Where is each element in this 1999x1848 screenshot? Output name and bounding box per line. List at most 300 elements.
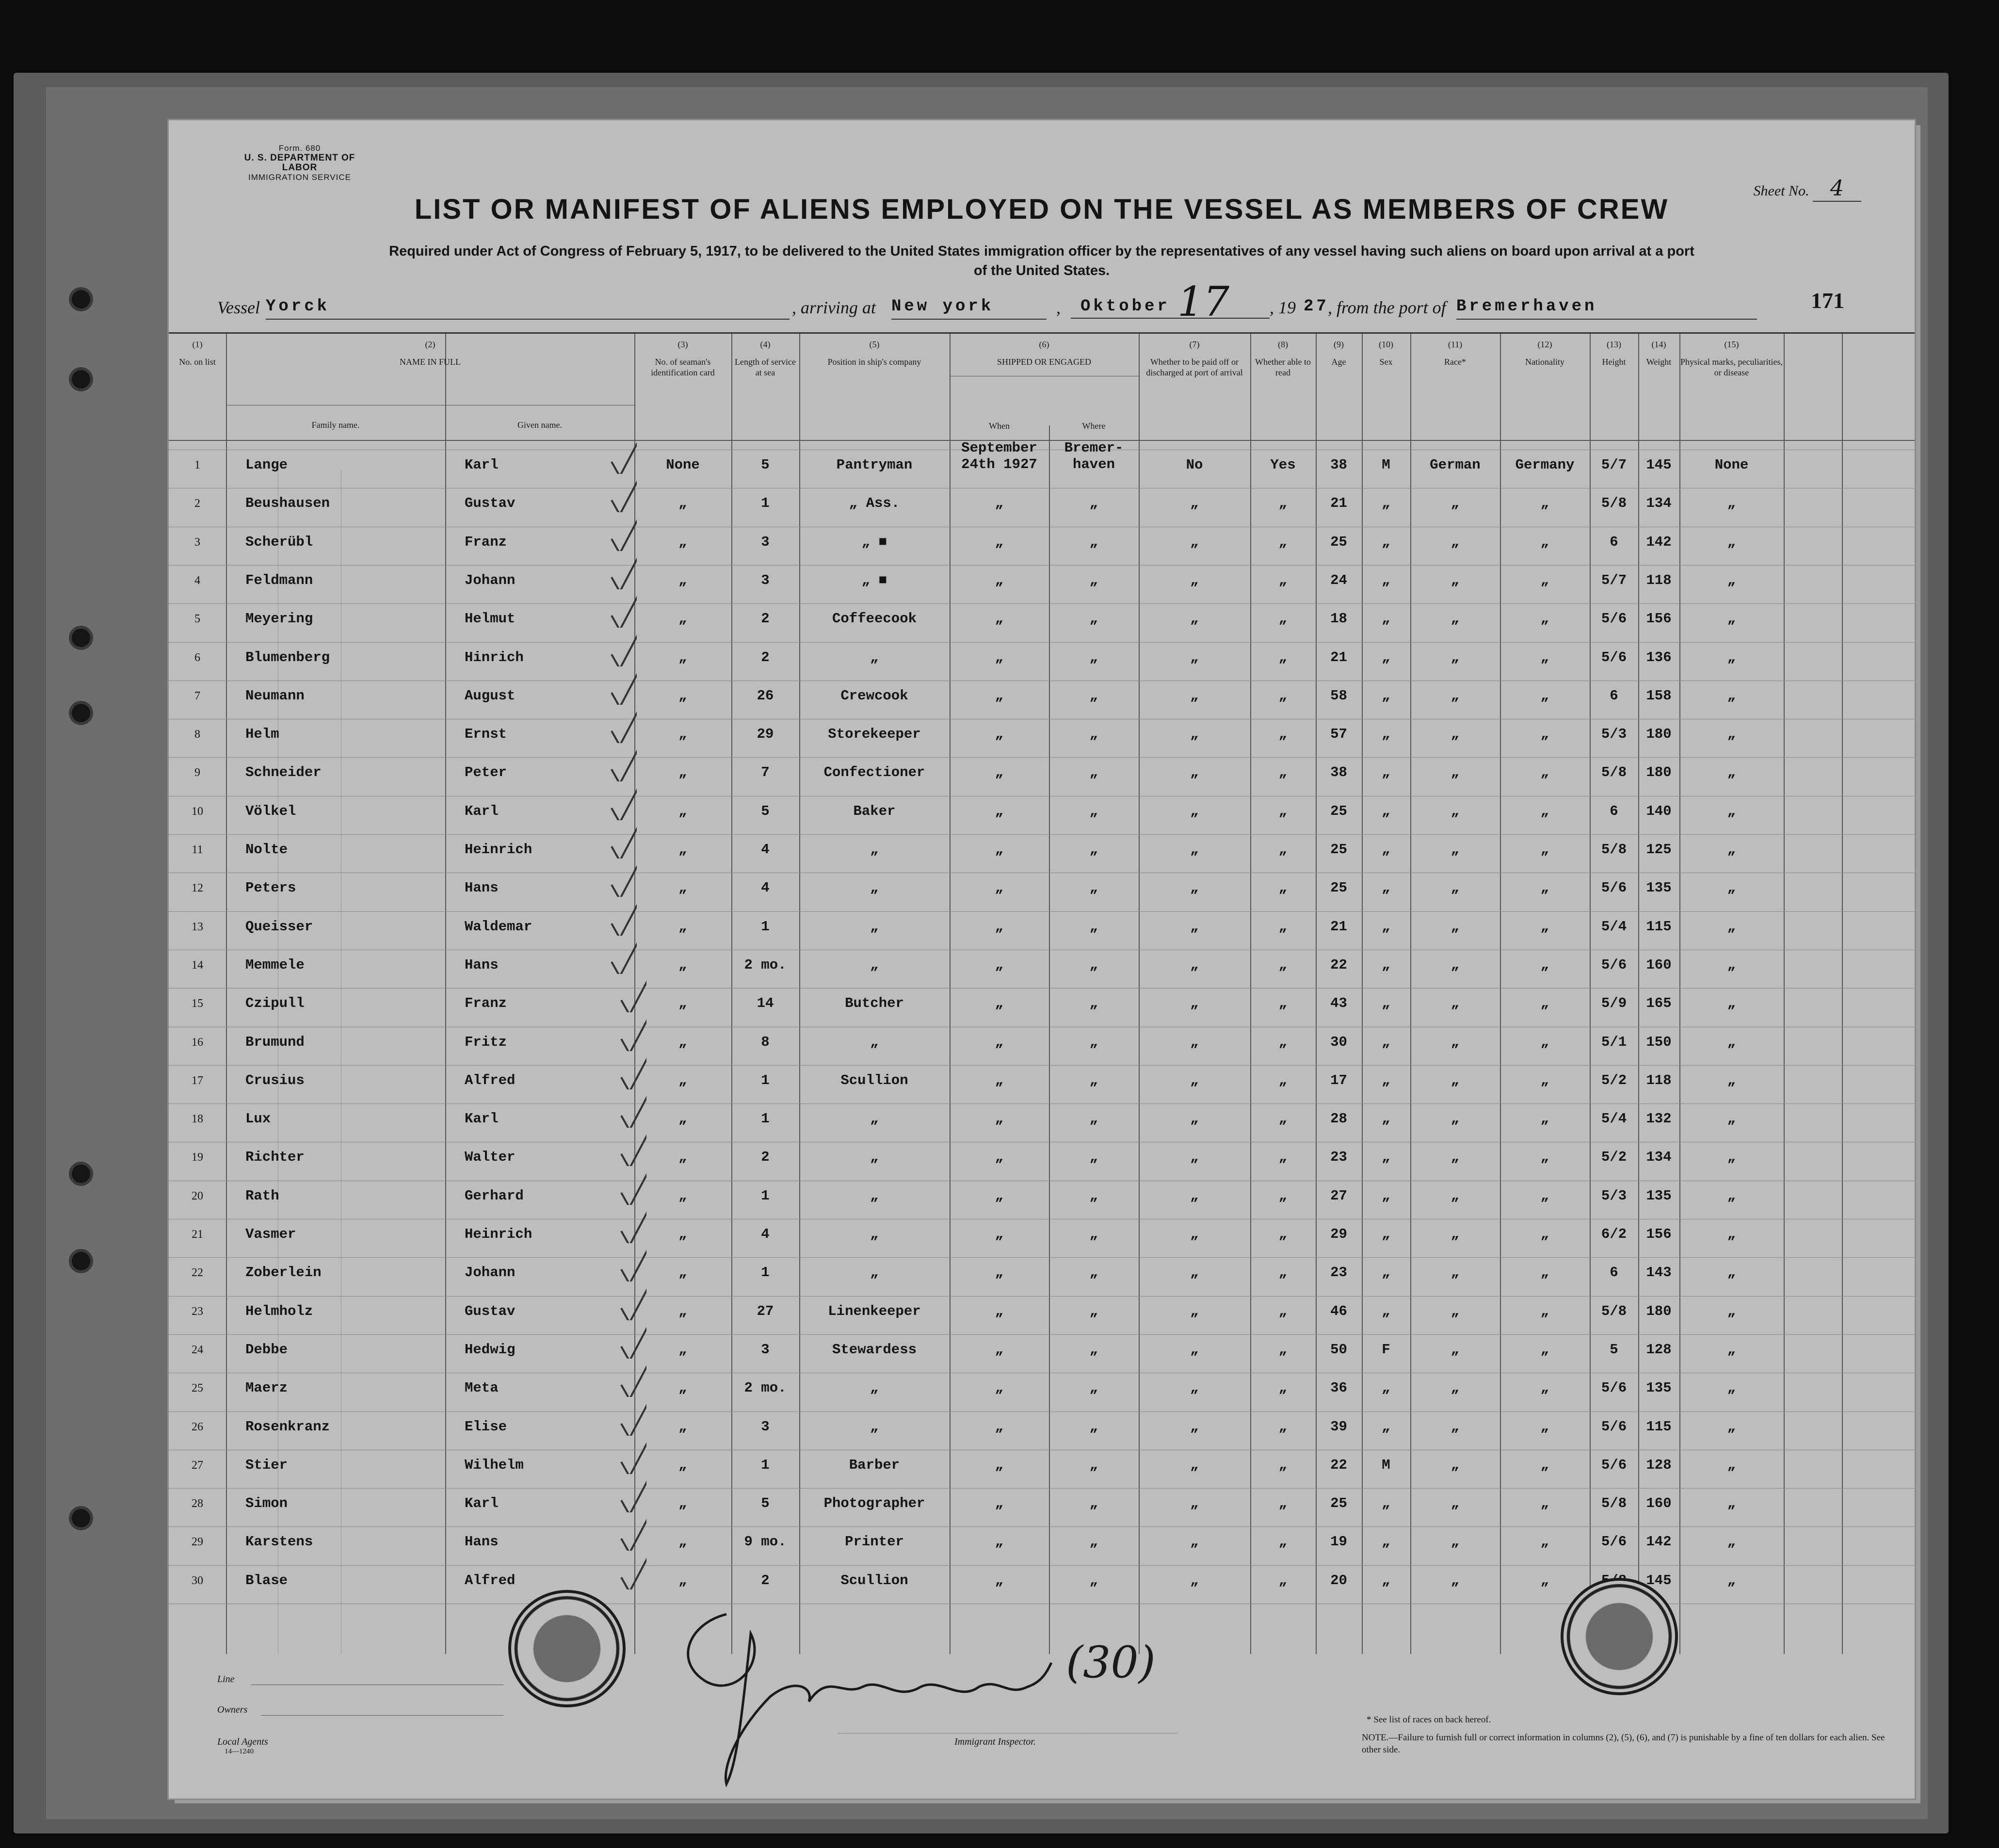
cell-where: „: [1089, 1111, 1098, 1127]
cell-family: Crusius: [245, 1072, 305, 1088]
cell-paid: „: [1190, 764, 1199, 781]
cell-no: 16: [192, 1036, 203, 1049]
consulate-seal: [508, 1590, 626, 1707]
cell-weight: 115: [1646, 1418, 1672, 1435]
cell-where: „: [1089, 726, 1098, 743]
cell-paid: „: [1190, 1380, 1199, 1396]
cell-sex: „: [1382, 611, 1390, 627]
cell-age: 17: [1330, 1072, 1347, 1088]
cell-no: 26: [192, 1420, 203, 1433]
cell-given: Johann: [465, 572, 516, 588]
cell-when: „: [995, 1149, 1004, 1166]
cell-given: Elise: [465, 1418, 507, 1435]
cell-marks: „: [1727, 764, 1736, 781]
cell-given: Gustav: [465, 1303, 516, 1319]
cell-card: „: [678, 1072, 687, 1088]
check-mark-icon: [608, 594, 637, 628]
cell-family: Feldmann: [245, 572, 313, 588]
cell-age: 23: [1330, 1264, 1347, 1281]
cell-age: 22: [1330, 956, 1347, 973]
cell-read: „: [1278, 1226, 1288, 1242]
cell-family: Brumund: [245, 1034, 305, 1050]
cell-weight: 158: [1646, 687, 1672, 704]
cell-service: 4: [761, 880, 770, 896]
form-number: Form. 680: [278, 144, 321, 153]
cell-race: „: [1451, 803, 1460, 819]
where-header: Where: [1082, 421, 1106, 431]
cell-nationality: „: [1540, 649, 1549, 665]
column-header-c4: [731, 339, 799, 378]
cell-race: „: [1451, 1187, 1460, 1204]
cell-race: „: [1451, 1226, 1460, 1242]
cell-family: Rosenkranz: [245, 1418, 330, 1435]
cell-paid: „: [1190, 842, 1199, 858]
cell-service: 3: [761, 1341, 770, 1358]
cell-nationality: „: [1540, 534, 1549, 550]
cell-sex: „: [1382, 1111, 1390, 1127]
cell-paid: „: [1190, 611, 1199, 627]
cell-paid: „: [1190, 1457, 1199, 1473]
cell-service: 1: [761, 1187, 770, 1204]
cell-height: 5/8: [1601, 1303, 1627, 1319]
cell-sex: „: [1382, 842, 1390, 858]
cell-sex: „: [1382, 649, 1390, 665]
cell-service: 1: [761, 1072, 770, 1088]
row-rule: [169, 757, 1915, 758]
cell-given: Peter: [465, 764, 507, 781]
cell-height: 5/1: [1601, 1034, 1627, 1050]
cell-no: 24: [192, 1343, 203, 1356]
cell-race: „: [1451, 1072, 1460, 1088]
cell-weight: 125: [1646, 842, 1672, 858]
cell-when: „: [995, 956, 1004, 973]
cell-read: „: [1278, 956, 1288, 973]
cell-weight: 156: [1646, 1226, 1672, 1242]
cell-race: „: [1451, 611, 1460, 627]
cell-race: „: [1451, 880, 1460, 896]
cell-sex: F: [1382, 1341, 1390, 1358]
cell-nationality: „: [1540, 918, 1549, 935]
cell-race: „: [1451, 1149, 1460, 1166]
cell-nationality: „: [1540, 842, 1549, 858]
cell-race: „: [1451, 726, 1460, 743]
row-rule: [169, 642, 1915, 643]
cell-family: Völkel: [245, 803, 296, 819]
row-rule: [169, 1296, 1915, 1297]
cell-sex: „: [1382, 764, 1390, 781]
cell-marks: „: [1727, 1072, 1736, 1088]
cell-card: „: [678, 918, 687, 935]
cell-read: „: [1278, 726, 1288, 743]
column-label: Age: [1331, 357, 1346, 367]
column-number: (12): [1537, 340, 1552, 349]
cell-height: 5/7: [1601, 457, 1627, 473]
cell-where: „: [1089, 649, 1098, 665]
column-rule: [445, 332, 446, 1654]
cell-weight: 118: [1646, 572, 1672, 588]
cell-sex: „: [1382, 1149, 1390, 1166]
cell-given: Wilhelm: [465, 1457, 524, 1473]
cell-family: Vasmer: [245, 1226, 296, 1242]
cell-sex: „: [1382, 726, 1390, 743]
cell-paid: „: [1190, 1072, 1199, 1088]
cell-read: „: [1278, 1495, 1288, 1512]
check-mark-icon: [617, 1363, 646, 1397]
punch-hole: [69, 701, 93, 725]
cell-weight: 180: [1646, 726, 1672, 743]
cell-read: „: [1278, 1572, 1288, 1589]
inspector-signature: [668, 1605, 1313, 1799]
cell-position: „ Ass.: [849, 495, 900, 512]
cell-read: „: [1278, 1457, 1288, 1473]
cell-no: 27: [192, 1459, 203, 1472]
cell-marks: „: [1727, 803, 1736, 819]
cell-paid: „: [1190, 1226, 1199, 1242]
cell-sex: „: [1382, 918, 1390, 935]
column-label: Physical marks, peculiarities, or disease: [1680, 357, 1783, 377]
cell-paid: „: [1190, 1418, 1199, 1435]
cell-weight: 160: [1646, 1495, 1672, 1512]
cell-age: 25: [1330, 842, 1347, 858]
cell-paid: No: [1186, 457, 1203, 473]
cell-when: „: [995, 764, 1004, 781]
cell-age: 21: [1330, 649, 1347, 665]
page-title: LIST OR MANIFEST OF ALIENS EMPLOYED ON THE VESSEL AS MEMBERS OF CREW: [414, 194, 1669, 225]
cell-race: „: [1451, 1418, 1460, 1435]
cell-age: 38: [1330, 457, 1347, 473]
cell-age: 43: [1330, 995, 1347, 1012]
cell-family: Maerz: [245, 1380, 288, 1396]
cell-weight: 142: [1646, 534, 1672, 550]
cell-card: None: [666, 457, 700, 473]
cell-age: 29: [1330, 1226, 1347, 1242]
cell-no: 20: [192, 1189, 203, 1202]
cell-age: 24: [1330, 572, 1347, 588]
cell-read: „: [1278, 1187, 1288, 1204]
row-rule: [169, 834, 1915, 835]
column-label: Position in ship's company: [827, 357, 921, 367]
cell-card: „: [678, 1534, 687, 1550]
inspector-label: Immigrant Inspector.: [954, 1736, 1036, 1747]
cell-height: 6: [1610, 687, 1618, 704]
cell-weight: 135: [1646, 880, 1672, 896]
cell-paid: „: [1190, 1034, 1199, 1050]
cell-given: Heinrich: [465, 1226, 532, 1242]
cell-height: 5/8: [1601, 764, 1627, 781]
cell-given: Hans: [465, 880, 499, 896]
check-mark-icon: [617, 1248, 646, 1281]
cell-position: „: [870, 1111, 879, 1127]
cell-nationality: „: [1540, 495, 1549, 512]
cell-weight: 135: [1646, 1380, 1672, 1396]
cell-weight: 160: [1646, 956, 1672, 973]
cell-card: „: [678, 764, 687, 781]
column-number: (10): [1379, 340, 1393, 349]
cell-marks: „: [1727, 1264, 1736, 1281]
cell-card: „: [678, 1264, 687, 1281]
cell-where: „: [1089, 1341, 1098, 1358]
cell-family: Helm: [245, 726, 279, 743]
cell-when: „: [995, 687, 1004, 704]
column-header-c15: [1679, 339, 1784, 378]
cell-service: 2: [761, 649, 770, 665]
cell-marks: „: [1727, 1457, 1736, 1473]
check-mark-icon: [617, 1055, 646, 1089]
cell-where: „: [1089, 687, 1098, 704]
cell-card: „: [678, 1303, 687, 1319]
cell-family: Debbe: [245, 1341, 288, 1358]
cell-position: Linenkeeper: [828, 1303, 921, 1319]
cell-height: 6/2: [1601, 1226, 1627, 1242]
cell-age: 25: [1330, 880, 1347, 896]
cell-height: 5/8: [1601, 495, 1627, 512]
cell-marks: „: [1727, 956, 1736, 973]
cell-marks: „: [1727, 495, 1736, 512]
cell-read: „: [1278, 534, 1288, 550]
cell-given: Gerhard: [465, 1187, 524, 1204]
cell-age: 23: [1330, 1149, 1347, 1166]
cell-position: „: [870, 1226, 879, 1242]
cell-where: „: [1089, 611, 1098, 627]
cell-where: „: [1089, 1418, 1098, 1435]
cell-weight: 135: [1646, 1187, 1672, 1204]
column-header-c2: [226, 339, 634, 367]
cell-position: „: [870, 1034, 879, 1050]
cell-when: „: [995, 611, 1004, 627]
cell-height: 5: [1610, 1341, 1618, 1358]
cell-marks: „: [1727, 1226, 1736, 1242]
cell-age: 25: [1330, 803, 1347, 819]
cell-marks: „: [1727, 1418, 1736, 1435]
page-subtitle: Required under Act of Congress of February 5, 1917, to be delivered to the United States immigration officer by the representatives of any vessel having such aliens on board upon arrival at a port of the United States.: [389, 243, 1694, 278]
cell-given: Karl: [465, 1111, 499, 1127]
cell-card: „: [678, 1341, 687, 1358]
cell-family: Peters: [245, 880, 296, 896]
cell-marks: „: [1727, 611, 1736, 627]
cell-read: „: [1278, 611, 1288, 627]
cell-service: 2 mo.: [744, 956, 787, 973]
cell-nationality: „: [1540, 995, 1549, 1012]
cell-height: 5/8: [1601, 842, 1627, 858]
cell-paid: „: [1190, 1534, 1199, 1550]
cell-read: „: [1278, 495, 1288, 512]
cell-sex: „: [1382, 1495, 1390, 1512]
cell-race: „: [1451, 1111, 1460, 1127]
cell-family: Neumann: [245, 687, 305, 704]
footer-line-label: Line: [217, 1674, 235, 1685]
cell-paid: „: [1190, 495, 1199, 512]
cell-when: „: [995, 495, 1004, 512]
cell-family: Memmele: [245, 956, 305, 973]
check-mark-icon: [617, 1209, 646, 1243]
cell-sex: „: [1382, 534, 1390, 550]
check-mark-icon: [608, 671, 637, 705]
cell-no: 4: [194, 574, 200, 587]
row-rule: [169, 911, 1915, 912]
cell-service: 4: [761, 1226, 770, 1242]
column-number: (2): [425, 340, 435, 349]
column-number: (9): [1334, 340, 1344, 349]
cell-height: 5/6: [1601, 956, 1627, 973]
cell-service: 29: [757, 726, 774, 743]
cell-position: Scullion: [840, 1572, 908, 1589]
cell-sex: „: [1382, 495, 1390, 512]
row-rule: [169, 603, 1915, 604]
check-mark-icon: [617, 1517, 646, 1551]
cell-given: Waldemar: [465, 918, 532, 935]
vessel-name: Yorck: [266, 297, 790, 320]
cell-position: „ ■: [861, 572, 887, 588]
cell-age: 39: [1330, 1418, 1347, 1435]
cell-paid: „: [1190, 803, 1199, 819]
cell-where: „: [1089, 572, 1098, 588]
cell-age: 18: [1330, 611, 1347, 627]
cell-height: 5/8: [1601, 1495, 1627, 1512]
cell-where: „: [1089, 1303, 1098, 1319]
cell-where: „: [1089, 534, 1098, 550]
column-number: (4): [760, 340, 771, 349]
cell-sex: „: [1382, 1418, 1390, 1435]
cell-age: 38: [1330, 764, 1347, 781]
cell-no: 6: [194, 651, 200, 664]
cell-race: „: [1451, 1495, 1460, 1512]
cell-marks: „: [1727, 1111, 1736, 1127]
cell-read: „: [1278, 1303, 1288, 1319]
cell-service: 1: [761, 918, 770, 935]
cell-position: „: [870, 1418, 879, 1435]
cell-card: „: [678, 995, 687, 1012]
check-mark-icon: [617, 1556, 646, 1589]
check-mark-icon: [608, 786, 637, 820]
cell-marks: „: [1727, 995, 1736, 1012]
cell-sex: „: [1382, 572, 1390, 588]
cell-family: Beushausen: [245, 495, 330, 512]
punch-hole: [69, 1162, 93, 1186]
cell-when: „: [995, 880, 1004, 896]
row-rule: [169, 1565, 1915, 1566]
cell-card: „: [678, 1495, 687, 1512]
cell-card: „: [678, 572, 687, 588]
check-mark-icon: [608, 902, 637, 936]
column-header-c12: [1500, 339, 1590, 367]
crew-table: [169, 332, 1915, 1654]
cell-height: 6: [1610, 534, 1618, 550]
column-number: (6): [1039, 340, 1049, 349]
cell-where: „: [1089, 803, 1098, 819]
cell-family: Czipull: [245, 995, 305, 1012]
cell-age: 58: [1330, 687, 1347, 704]
cell-when: September 24th 1927: [961, 440, 1037, 472]
service-name: IMMIGRATION SERVICE: [248, 173, 351, 182]
cell-sex: „: [1382, 1034, 1390, 1050]
cell-nationality: „: [1540, 1380, 1549, 1396]
penalty-note: NOTE.—Failure to furnish full or correct information in columns (2), (5), (6), and (7) is punishable by a fine of ten dollars for each alien. See other side.: [1362, 1733, 1885, 1755]
cell-sex: „: [1382, 1187, 1390, 1204]
cell-service: 7: [761, 764, 770, 781]
cell-read: „: [1278, 1264, 1288, 1281]
cell-paid: „: [1190, 1303, 1199, 1319]
cell-nationality: „: [1540, 1303, 1549, 1319]
cell-card: „: [678, 1418, 687, 1435]
cell-read: „: [1278, 687, 1288, 704]
cell-race: „: [1451, 995, 1460, 1012]
cell-marks: „: [1727, 649, 1736, 665]
cell-position: „: [870, 842, 879, 858]
cell-card: „: [678, 726, 687, 743]
cell-where: „: [1089, 842, 1098, 858]
cell-nationality: „: [1540, 1341, 1549, 1358]
cell-nationality: „: [1540, 1149, 1549, 1166]
punch-hole: [69, 1249, 93, 1273]
cell-race: „: [1451, 1572, 1460, 1589]
cell-paid: „: [1190, 687, 1199, 704]
cell-position: „: [870, 649, 879, 665]
cell-given: August: [465, 687, 516, 704]
race-footnote: * See list of races on back hereof.: [1367, 1715, 1491, 1725]
column-label: Sex: [1379, 357, 1393, 367]
cell-nationality: „: [1540, 1534, 1549, 1550]
cell-service: 1: [761, 1111, 770, 1127]
cell-race: „: [1451, 649, 1460, 665]
cell-when: „: [995, 649, 1004, 665]
cell-position: Photographer: [823, 1495, 925, 1512]
cell-service: 3: [761, 1418, 770, 1435]
column-header-c9: [1316, 339, 1362, 367]
cell-read: „: [1278, 1149, 1288, 1166]
cell-card: „: [678, 495, 687, 512]
cell-read: „: [1278, 1418, 1288, 1435]
cell-family: Simon: [245, 1495, 288, 1512]
cell-read: Yes: [1270, 457, 1296, 473]
cell-sex: M: [1382, 1457, 1390, 1473]
cell-race: „: [1451, 1534, 1460, 1550]
cell-marks: „: [1727, 1380, 1736, 1396]
cell-position: „: [870, 1380, 879, 1396]
cell-paid: „: [1190, 1149, 1199, 1166]
column-label: Whether to be paid off or discharged at port of arrival: [1146, 357, 1243, 377]
cell-marks: „: [1727, 687, 1736, 704]
cell-given: Alfred: [465, 1572, 516, 1589]
cell-height: 5/2: [1601, 1149, 1627, 1166]
check-mark-icon: [608, 940, 637, 974]
cell-position: „: [870, 1264, 879, 1281]
table-top-rule: [169, 332, 1915, 334]
cell-height: 5/4: [1601, 918, 1627, 935]
check-mark-icon: [608, 517, 637, 551]
cell-read: „: [1278, 1034, 1288, 1050]
cell-weight: 165: [1646, 995, 1672, 1012]
cell-height: 5/3: [1601, 1187, 1627, 1204]
cell-card: „: [678, 842, 687, 858]
cell-paid: „: [1190, 572, 1199, 588]
cell-height: 5/6: [1601, 611, 1627, 627]
cell-no: 3: [194, 535, 200, 549]
column-label: Race*: [1444, 357, 1466, 367]
cell-sex: M: [1382, 457, 1390, 473]
check-mark-icon: [608, 825, 637, 859]
given-name-header: Given name.: [517, 420, 562, 430]
cell-race: „: [1451, 1457, 1460, 1473]
cell-family: Zoberlein: [245, 1264, 322, 1281]
cell-given: Walter: [465, 1149, 516, 1166]
cell-no: 7: [194, 689, 200, 702]
cell-race: „: [1451, 956, 1460, 973]
cell-service: 27: [757, 1303, 774, 1319]
cell-when: „: [995, 842, 1004, 858]
cell-age: 27: [1330, 1187, 1347, 1204]
column-label: Nationality: [1525, 357, 1564, 367]
cell-when: „: [995, 1341, 1004, 1358]
